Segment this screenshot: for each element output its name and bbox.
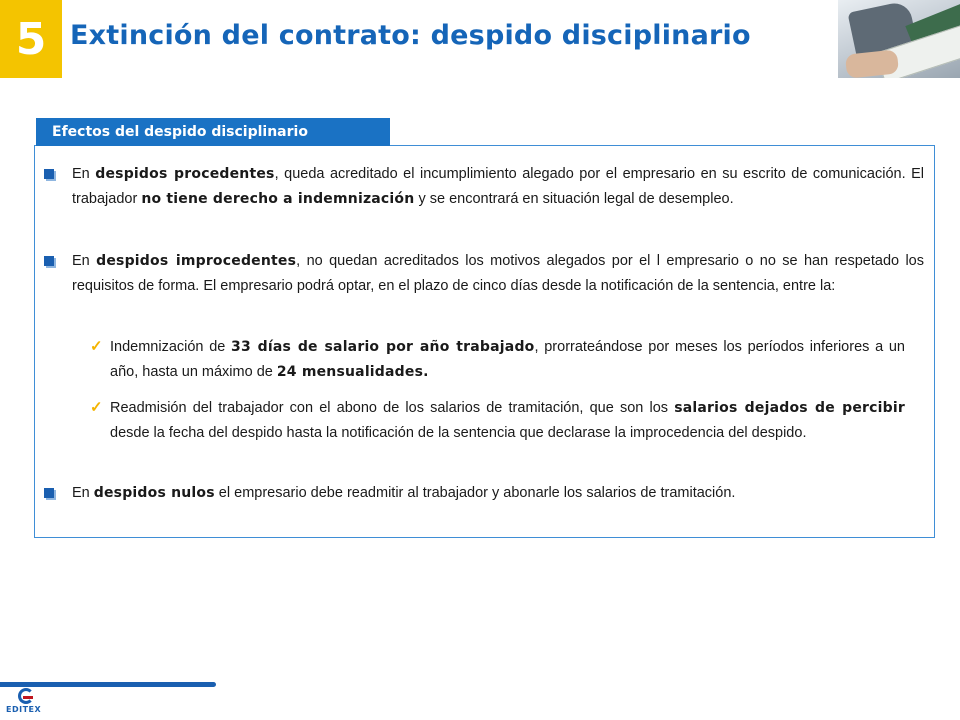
checkmark-icon: ✓ <box>90 338 103 355</box>
square-bullet-icon <box>44 488 54 498</box>
list-item-nulos <box>44 481 924 506</box>
editex-logo-icon <box>18 688 34 704</box>
sub-item-readmision <box>90 396 905 445</box>
sub-item-text: Indemnización de 33 días de salario por año trabajado, prorrateándose por meses los períodos inferiores a un año, hasta un máximo de 24 mensualidades. <box>110 339 905 380</box>
list-item-text: En despidos nulos el empresario debe readmitir al trabajador y abonarle los salarios de tramitación. <box>72 485 736 501</box>
chapter-badge <box>0 0 62 78</box>
list-item-text: En despidos procedentes, queda acreditado el incumplimiento alegado por el empresario en su escrito de comunicación. El trabajador no tiene derecho a indemnización y se encontrará en situación legal de desempleo. <box>72 166 924 207</box>
header <box>0 0 960 78</box>
list-item-procedentes <box>44 162 924 211</box>
chapter-number: 5 <box>15 13 47 65</box>
square-bullet-icon <box>44 256 54 266</box>
logo-text: EDITEX <box>6 705 42 714</box>
header-photo <box>838 0 960 78</box>
sub-item-indemnizacion <box>90 335 905 384</box>
section-tab: Efectos del despido disciplinario <box>36 118 390 146</box>
square-bullet-icon <box>44 169 54 179</box>
checkmark-icon: ✓ <box>90 399 103 416</box>
list-item-text: En despidos improcedentes, no quedan acreditados los motivos alegados por el l empresario o no se han respetado los requisitos de forma. El empresario podrá optar, en el plazo de cinco días desde la notificación de la sentencia, entre la: <box>72 253 924 294</box>
list-item-improcedentes <box>44 249 924 298</box>
footer-bar <box>0 682 216 687</box>
page-title: Extinción del contrato: despido disciplinario <box>70 20 751 51</box>
sub-item-text: Readmisión del trabajador con el abono de los salarios de tramitación, que son los salarios dejados de percibir desde la fecha del despido hasta la notificación de la sentencia que declarase la improcedencia del despido. <box>110 400 905 441</box>
editex-logo <box>6 688 50 718</box>
